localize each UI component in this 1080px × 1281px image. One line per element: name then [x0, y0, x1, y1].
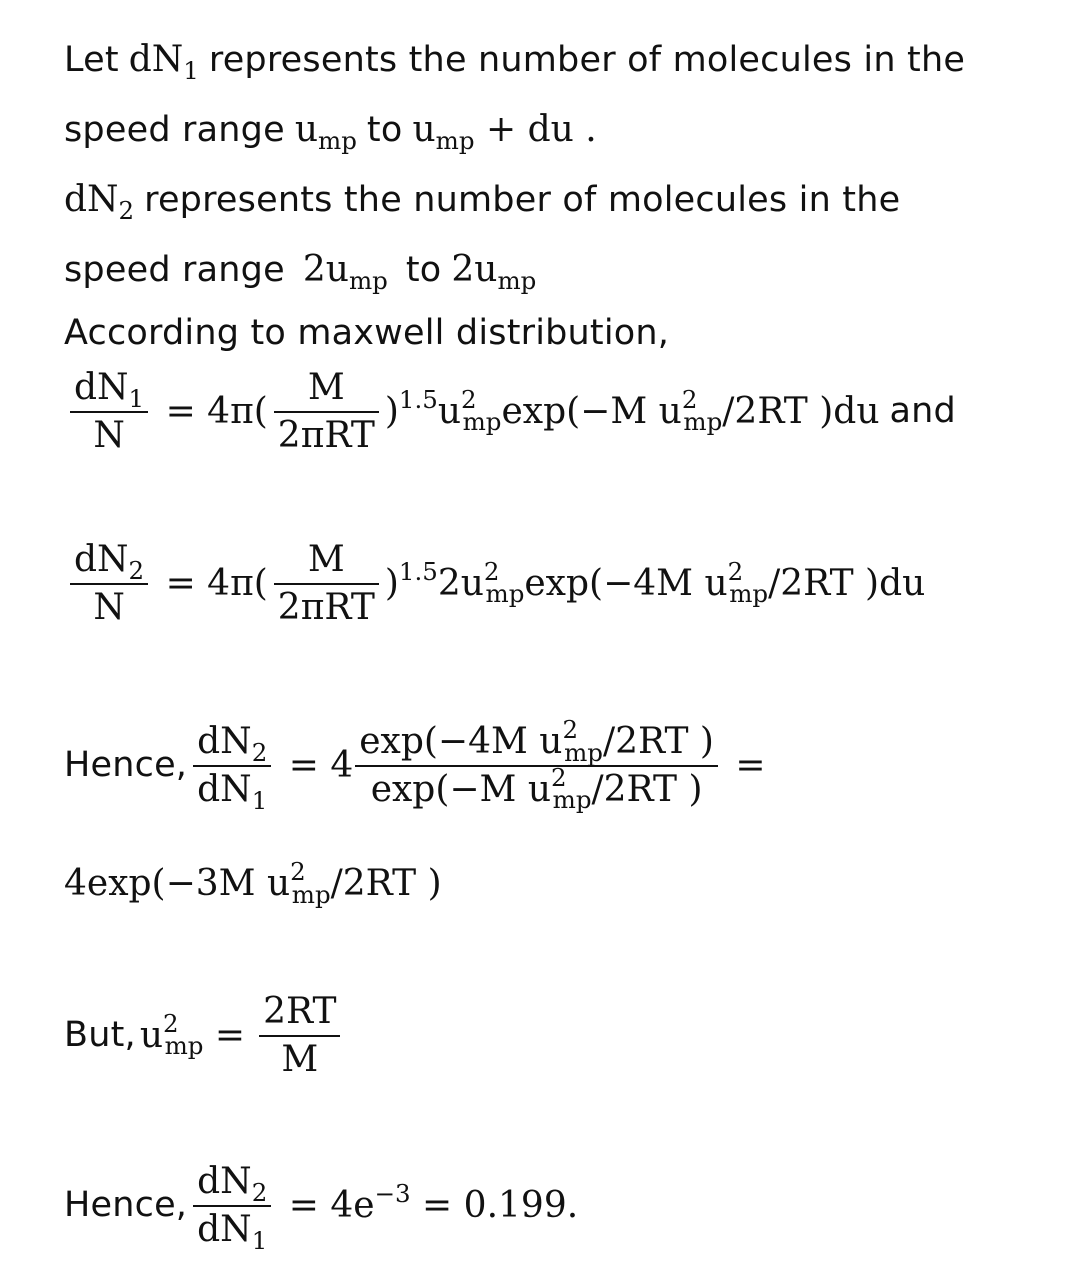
text-to-1: to [366, 109, 403, 150]
text-represents-1: represents the number of molecules in the [208, 39, 966, 80]
line-4 [64, 249, 537, 295]
line-5 [64, 313, 670, 353]
math-eq2-mid: = 4π( [154, 562, 268, 604]
fraction-m-over-2pirt-1: $\frac{M}{\text{2πRT}}$ [274, 368, 379, 455]
math-eq2-tail: )$^{1.5}2u^2_{mp}\exp(-4M$ $u^2_{mp}/2RT$ )du [384, 556, 926, 609]
equation-4 [64, 856, 442, 909]
fraction-exp-ratio: $\frac{\exp(-4M u^2_{mp}/2RT )}{\exp(-M u^2_{mp}/2RT )}$ [355, 722, 718, 809]
word-let: Let [64, 39, 119, 80]
line-3 [64, 179, 901, 225]
math-final-result: = $4e^{-3} = 0.199$. [277, 1178, 579, 1226]
math-eq4: 4exp(−3M $u^2_{mp}/2RT$ ) [64, 856, 442, 909]
math-ump-plus-du: $u_{mp}$ + du . [412, 109, 597, 155]
equation-3 [64, 714, 766, 815]
fraction-dn2-over-n: $\frac{dN_2}{N}$ [70, 540, 148, 627]
math-dn1: $dN_1$ [128, 39, 199, 85]
word-hence-1: Hence, [64, 745, 188, 786]
word-but: But, [64, 1015, 136, 1056]
math-ump-squared: $u^2_{mp}$ = [139, 1008, 246, 1061]
fraction-dn1-over-n: $\frac{dN_1}{N}$ [70, 368, 148, 455]
math-2ump-b: $2u_{mp}$ [451, 249, 537, 295]
line-2 [64, 109, 597, 155]
word-and: and [889, 391, 956, 432]
equation-5 [64, 992, 346, 1079]
equation-2 [64, 540, 925, 627]
math-dn2: $dN_2$ [64, 179, 135, 225]
text-speed-range-1: speed range [64, 109, 285, 150]
math-2ump-a: $2u_{mp}$ [302, 249, 388, 295]
word-hence-2: Hence, [64, 1185, 188, 1226]
text-according: According to maxwell distribution, [64, 313, 670, 353]
fraction-dn2-over-dn1-b: $\frac{dN_2}{dN_1}$ [193, 1162, 271, 1249]
line-1 [64, 39, 966, 85]
math-eq3-mid: = 4 [277, 744, 354, 786]
math-eq1-tail: )$^{1.5}u^2_{mp}\exp(-M$ $u^2_{mp}/2RT$ )du [384, 384, 880, 437]
fraction-dn2-over-dn1-a: $\frac{dN_2}{dN_1}$ [193, 722, 271, 809]
equation-1 [64, 368, 956, 455]
text-represents-2: represents the number of molecules in the [144, 179, 901, 220]
fraction-m-over-2pirt-2: $\frac{M}{\text{2πRT}}$ [274, 540, 379, 627]
math-eq1-mid: = 4π( [154, 390, 268, 432]
math-eq3-equals: = [723, 744, 766, 786]
text-to-2: to [405, 249, 442, 290]
text-speed-range-2: speed range [64, 249, 285, 290]
equation-6 [64, 1161, 579, 1255]
math-ump: $u_{mp}$ [294, 109, 357, 155]
fraction-2rt-over-m: $\frac{2RT}{M}$ [259, 992, 340, 1079]
